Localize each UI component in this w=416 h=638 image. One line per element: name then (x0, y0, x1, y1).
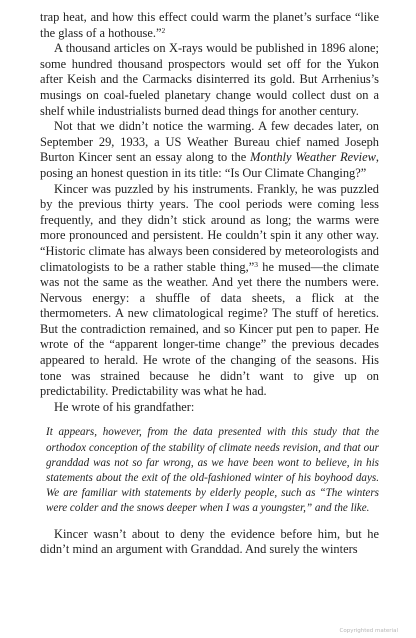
text-run: trap heat, and how this effect could warm the planet’s surface “like the glass of a hothouse.” (40, 10, 379, 40)
paragraph-p3 (40, 119, 379, 181)
closing-text (40, 527, 379, 558)
book-page (40, 10, 379, 558)
italic-title: Monthly Weather Review (250, 150, 376, 165)
paragraph-p1 (40, 10, 379, 41)
footnote-marker[interactable]: 2 (161, 25, 166, 35)
text-run: He wrote of his grandfather: (54, 399, 195, 414)
text-run: A thousand articles on X-rays would be published in 1896 alone; some hundred thousand prospectors would set off for the Yukon after Keish and the Carmacks disinterred its gold. But Arrhenius’s musings on coal-fueled planetary change would collect dust on a shelf while industrialists burned dead things for another century. (40, 41, 379, 118)
footnote-marker[interactable]: 3 (254, 259, 258, 269)
text-run: Kincer was puzzled by his instruments. Frankly, he was puzzled by the previous thirty years. The cool periods were coming less frequently, and they didn’t stick around as long; the warms were more pronounced and persistent. He couldn’t spin it any other way. “Historic climate has always been considered by meteorologists and climatologists to be a rather stable thing,” (40, 181, 379, 274)
paragraph-p6 (40, 527, 379, 558)
paragraph-p2 (40, 41, 379, 119)
text-run: It appears, however, from the data presented with this study that the orthodox conception of the stability of climate needs revision, and that our granddad was not so far wrong, as we have been wont to believe, in his statements about the exit of the old-fashioned winter of his boyhood days. We are familiar with statements by elderly people, such as “The winters were colder and the snows deeper when I was a youngster,” and the like. (46, 426, 379, 515)
paragraph-p4 (40, 182, 379, 400)
paragraph-p5 (40, 400, 379, 416)
body-text (40, 10, 379, 415)
block-quote (46, 425, 379, 516)
copyright-watermark: Copyrighted material (339, 628, 398, 634)
text-run: Not that we didn’t notice the warming. A few decades later, on September 29, 1933, a US Weather Bureau chief named Joseph Burton Kincer sent an essay along to the (40, 119, 379, 165)
text-run: Kincer wasn’t about to deny the evidence before him, but he didn’t mind an argument with Granddad. And surely the winters (40, 526, 379, 557)
text-run: , posing an honest question in its title: “Is Our Climate Changing?” (40, 150, 379, 180)
text-run: he mused—the climate was not the same as the weather. And yet there the numbers were. Nervous energy: a shuffle of data sheets, a flick at the thermometers. A new climatological regime? The stuff of heretics. But the contradiction remained, and so Kincer put pen to paper. He wrote of the “apparent longer-time change” the previous decades appeared to herald. He wrote of the changing of the seasons. His tone was strained because he didn’t want to give up on predictability. Predictability was what he had. (40, 259, 379, 399)
